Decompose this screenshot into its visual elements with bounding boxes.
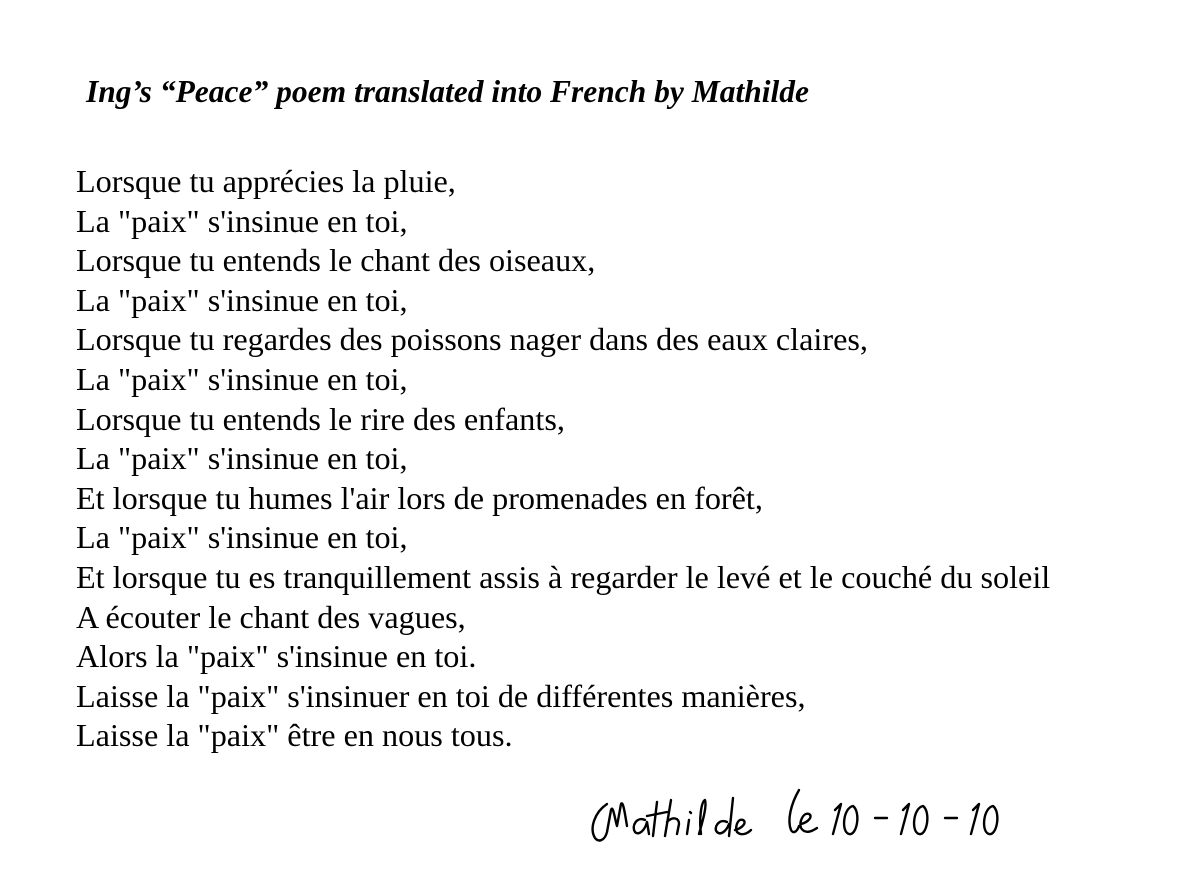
poem-line: Et lorsque tu humes l'air lors de promenades en forêt, (76, 479, 763, 516)
poem-line: Laisse la "paix" être en nous tous. (76, 717, 513, 754)
signature-drawing (585, 770, 1055, 850)
poem-line: A écouter le chant des vagues, (76, 598, 466, 635)
signature-date-strokes (789, 790, 997, 834)
poem-line: Lorsque tu apprécies la pluie, (76, 163, 456, 199)
poem-line: La "paix" s'insinue en toi, (76, 440, 408, 477)
poem-line: La "paix" s'insinue en toi, (76, 281, 408, 318)
signature-name-strokes (593, 798, 751, 840)
poem-line: La "paix" s'insinue en toi, (76, 360, 408, 397)
poem-line: La "paix" s'insinue en toi, (76, 202, 408, 239)
poem-line: La "paix" s'insinue en toi, (76, 519, 408, 556)
poem-line: Lorsque tu entends le chant des oiseaux, (76, 242, 596, 279)
poem-line: Lorsque tu regardes des poissons nager dans des eaux claires, (76, 321, 868, 358)
poem-line: Et lorsque tu es tranquillement assis à regarder le levé et le couché du soleil (76, 558, 1051, 595)
document-title: Ing’s “Peace” poem translated into French by Mathilde (86, 74, 810, 109)
poem-line: Alors la "paix" s'insinue en toi. (76, 638, 477, 675)
poem-line: Lorsque tu entends le rire des enfants, (76, 400, 565, 437)
handwritten-signature (585, 770, 1055, 850)
poem-line: Laisse la "paix" s'insinuer en toi de différentes manières, (76, 677, 806, 714)
poem-body (76, 162, 1050, 756)
